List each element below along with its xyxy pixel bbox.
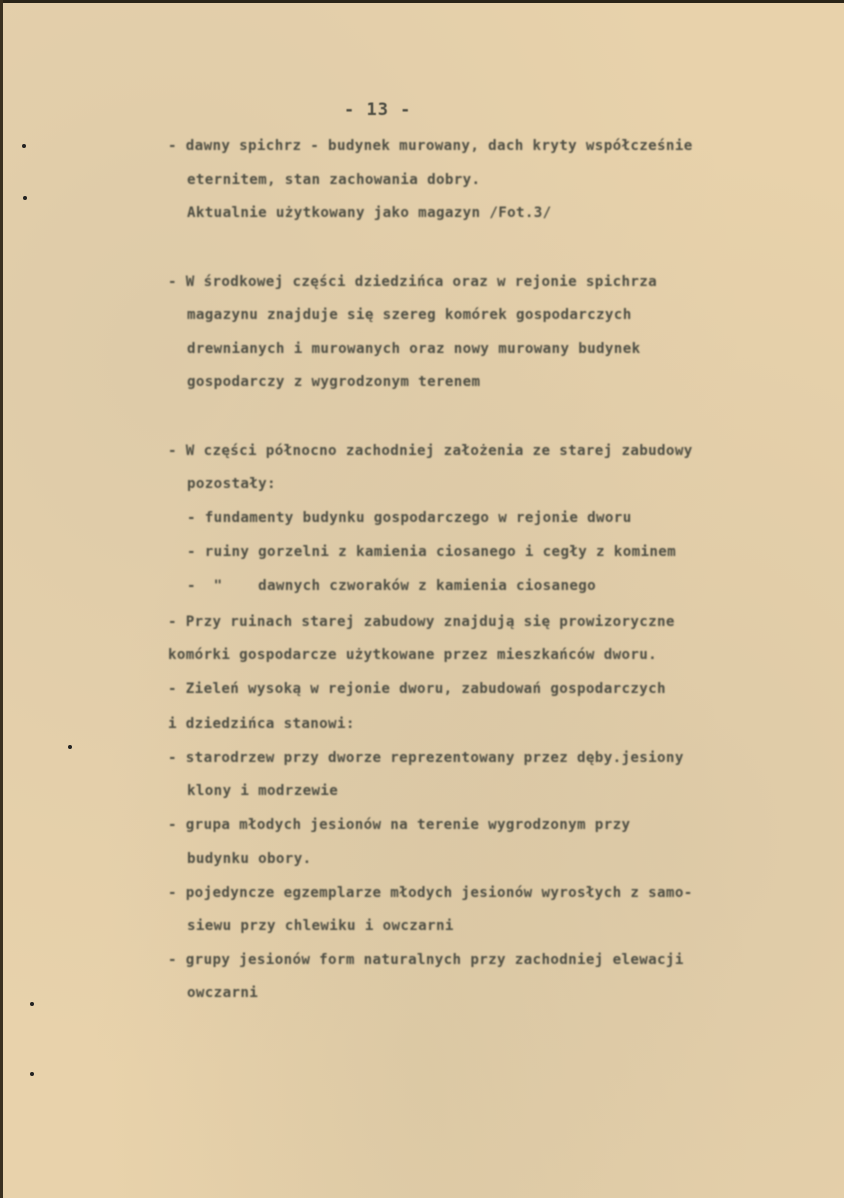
text-line: Aktualnie użytkowany jako magazyn /Fot.3/	[187, 205, 552, 221]
text-line: - grupa młodych jesionów na terenie wygrodzonym przy	[168, 817, 631, 833]
text-line: - dawny spichrz - budynek murowany, dach kryty współcześnie	[168, 138, 693, 154]
text-line: owczarni	[187, 985, 259, 1001]
scan-edge-left	[0, 0, 3, 1198]
text-line: pozostały:	[187, 476, 276, 492]
binding-hole-mark	[68, 745, 72, 749]
text-line: gospodarczy z wygrodzonym terenem	[187, 374, 481, 390]
text-line: - Zieleń wysoką w rejonie dworu, zabudowań gospodarczych	[168, 681, 666, 697]
scan-edge-top	[0, 0, 844, 3]
text-line: drewnianych i murowanych oraz nowy murowany budynek	[187, 341, 641, 357]
text-line: - W części północno zachodniej założenia ze starej zabudowy	[168, 443, 693, 459]
text-line: - pojedyncze egzemplarze młodych jesionów wyrosłych z samo-	[168, 885, 693, 901]
binding-hole-mark	[23, 196, 27, 200]
text-line: i dziedzińca stanowi:	[168, 716, 355, 732]
text-line: - grupy jesionów form naturalnych przy zachodniej elewacji	[168, 952, 684, 968]
binding-hole-mark	[22, 144, 26, 148]
text-line: siewu przy chlewiku i owczarni	[187, 918, 454, 934]
text-line: - W środkowej części dziedzińca oraz w rejonie spichrza	[168, 274, 658, 290]
text-line: - ruiny gorzelni z kamienia ciosanego i cegły z kominem	[187, 544, 677, 560]
text-line: klony i modrzewie	[187, 783, 339, 799]
text-line: - Przy ruinach starej zabudowy znajdują się prowizoryczne	[168, 614, 675, 630]
binding-hole-mark	[30, 1072, 34, 1076]
text-line: budynku obory.	[187, 851, 312, 867]
text-line: - starodrzew przy dworze reprezentowany przez dęby.jesiony	[168, 750, 684, 766]
page-number: - 13 -	[344, 100, 412, 120]
text-line: - " dawnych czworaków z kamienia ciosanego	[187, 578, 597, 594]
binding-hole-mark	[30, 1002, 34, 1006]
text-line: komórki gospodarcze użytkowane przez mieszkańców dworu.	[168, 647, 658, 663]
text-line: eternitem, stan zachowania dobry.	[187, 172, 481, 188]
text-line: magazynu znajduje się szereg komórek gospodarczych	[187, 307, 632, 323]
text-line: - fundamenty budynku gospodarczego w rejonie dworu	[187, 510, 632, 526]
